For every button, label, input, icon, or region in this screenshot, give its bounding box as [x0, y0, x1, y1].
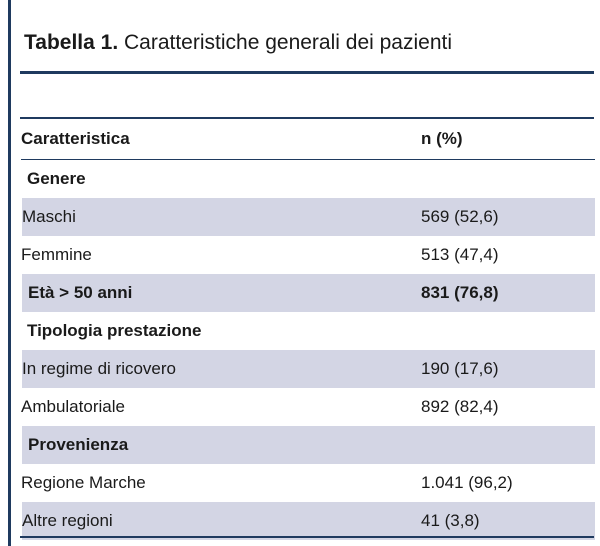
table-row-marche — [21, 464, 595, 502]
section-row-genere — [21, 160, 595, 199]
row-label: Altre regioni — [21, 502, 421, 540]
row-value: 41 (3,8) — [421, 502, 595, 540]
row-value: 513 (47,4) — [421, 245, 499, 264]
header-characteristic: Caratteristica — [21, 119, 421, 160]
row-value: 1.041 (96,2) — [421, 473, 513, 492]
header-n-percent: n (%) — [421, 119, 595, 160]
row-value: 831 (76,8) — [421, 274, 595, 312]
row-value — [421, 312, 595, 350]
row-value: 569 (52,6) — [421, 198, 595, 236]
title-rule — [20, 71, 594, 74]
table-caption: Caratteristiche generali dei pazienti — [124, 31, 453, 54]
section-row-tipologia — [21, 312, 595, 350]
row-value: 190 (17,6) — [421, 350, 595, 388]
header-row — [21, 119, 595, 160]
row-value: 892 (82,4) — [421, 397, 499, 416]
section-row-provenienza — [21, 426, 595, 464]
row-label: Tipologia prestazione — [27, 321, 202, 340]
row-label: Maschi — [21, 198, 421, 236]
row-label: Genere — [27, 169, 86, 188]
characteristics-table — [20, 119, 595, 540]
left-accent-bar — [8, 0, 11, 546]
row-label: In regime di ricovero — [21, 350, 421, 388]
table-number: Tabella 1. — [24, 31, 119, 54]
table-row-femmine — [21, 236, 595, 274]
row-value — [421, 160, 595, 199]
row-label: Ambulatoriale — [21, 397, 125, 416]
table-row-maschi — [21, 198, 595, 236]
table-bottom-rule — [20, 536, 594, 538]
table-row-altre-regioni — [21, 502, 595, 540]
table-row-ambulatoriale — [21, 388, 595, 426]
row-label: Età > 50 anni — [21, 274, 421, 312]
row-label: Femmine — [21, 245, 92, 264]
row-label: Regione Marche — [21, 473, 146, 492]
table-title — [24, 28, 452, 58]
table-row-ricovero — [21, 350, 595, 388]
row-label: Provenienza — [21, 426, 421, 464]
table-row-eta — [21, 274, 595, 312]
row-value — [421, 426, 595, 464]
